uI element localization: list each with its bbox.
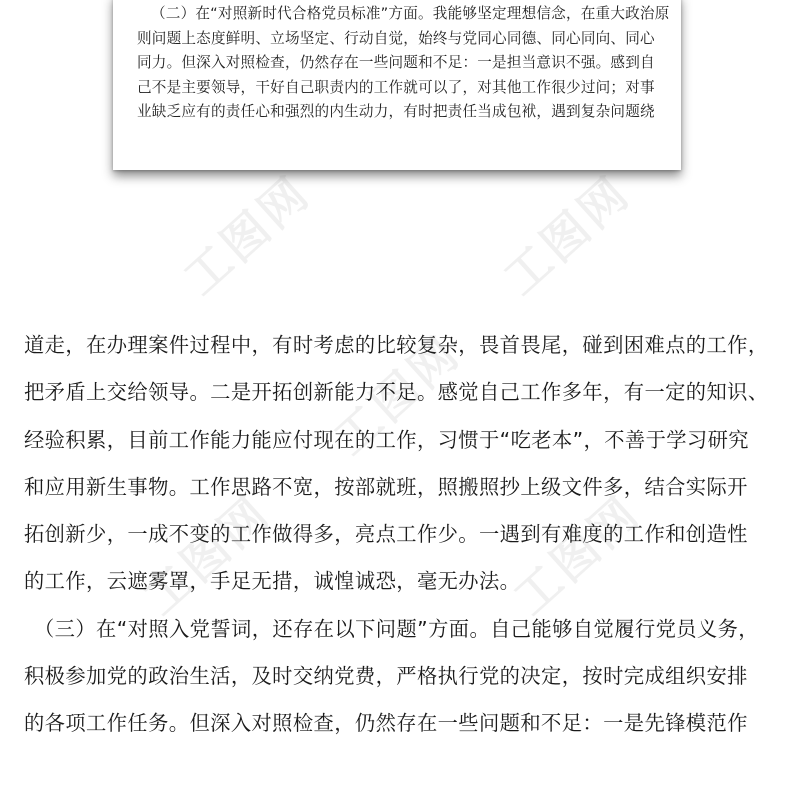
body-line: 的工作，云遮雾罩，手足无措，诚惶诚恐，毫无办法。	[24, 569, 521, 594]
upper-page-line: 业缺乏应有的责任心和强烈的内生动力，有时把责任当成包袱，遇到复杂问题绕	[137, 103, 655, 120]
upper-document-page	[113, 0, 681, 170]
body-line: 把矛盾上交给领导。二是开拓创新能力不足。感觉自己工作多年，有一定的知识、	[24, 380, 769, 405]
watermark: 工图网	[133, 484, 281, 626]
upper-page-line: 己不是主要领导，干好自己职责内的工作就可以了，对其他工作很少过问；对事	[137, 78, 655, 96]
watermark: 工图网	[503, 484, 651, 626]
upper-page-text	[137, 2, 670, 125]
body-line: 的各项工作任务。但深入对照检查，仍然存在一些问题和不足：一是先锋模范作	[24, 711, 748, 736]
body-line: 积极参加党的政治生活，及时交纳党费，严格执行党的决定，按时完成组织安排	[24, 664, 748, 689]
body-line: 经验积累，目前工作能力能应付现在的工作，习惯于“吃老本”，不善于学习研究	[24, 427, 749, 452]
watermark: 工图网	[493, 164, 641, 306]
upper-page-line: （二）在“对照新时代合格党员标准”方面。我能够坚定理想信念，在重大政治原	[151, 5, 670, 22]
upper-page-line: 同力。但深入对照检查，仍然存在一些问题和不足：一是担当意识不强。感到自	[137, 54, 655, 71]
body-line: 道走，在办理案件过程中，有时考虑的比较复杂，畏首畏尾，碰到困难点的工作，	[24, 333, 769, 357]
body-line: 拓创新少，一成不变的工作做得多，亮点工作少。一遇到有难度的工作和创造性	[24, 522, 748, 547]
watermark: 工图网	[173, 164, 321, 306]
document-body-text	[24, 322, 784, 748]
body-line: 和应用新生事物。工作思路不宽，按部就班，照搬照抄上级文件多，结合实际开	[24, 474, 748, 499]
upper-page-line: 则问题上态度鲜明、立场坚定、行动自觉，始终与党同心同德、同心同向、同心	[137, 29, 655, 47]
watermark: 工图网	[323, 324, 471, 466]
body-line: （三）在“对照入党誓词，还存在以下问题”方面。自己能够自觉履行党员义务，	[34, 616, 759, 641]
